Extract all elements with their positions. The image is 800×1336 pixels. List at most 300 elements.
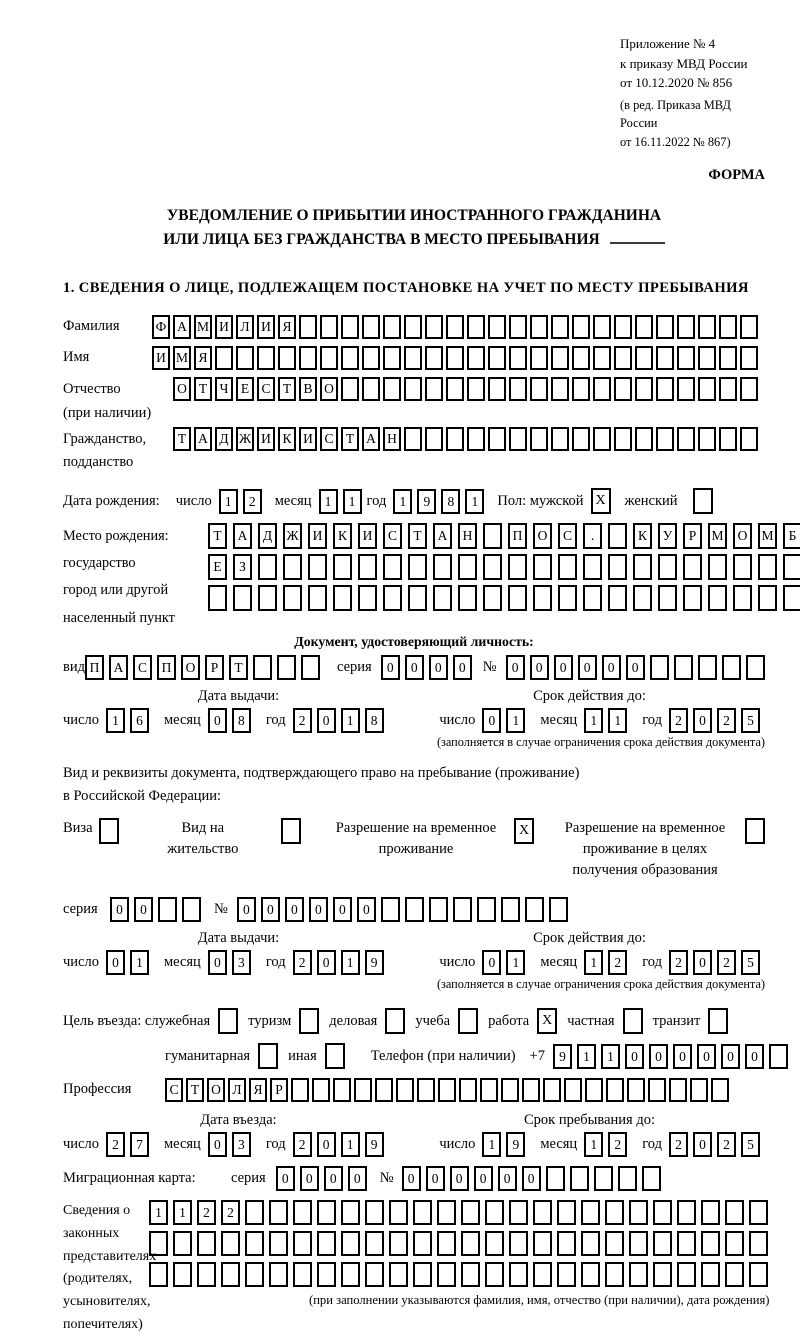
char-cell[interactable]: И — [299, 427, 317, 451]
char-cell[interactable]: Т — [186, 1078, 204, 1102]
char-cell[interactable] — [405, 897, 424, 922]
char-cell[interactable] — [635, 315, 653, 339]
char-cell[interactable] — [701, 1262, 720, 1287]
char-cell[interactable]: Ж — [236, 427, 254, 451]
char-cell[interactable] — [437, 1231, 456, 1256]
char-cell[interactable]: 0 — [381, 655, 400, 680]
char-cell[interactable] — [446, 377, 464, 401]
char-cell[interactable] — [725, 1262, 744, 1287]
char-cell[interactable] — [669, 1078, 687, 1102]
char-cell[interactable]: Е — [236, 377, 254, 401]
char-cell[interactable]: С — [320, 427, 338, 451]
char-cell[interactable] — [480, 1078, 498, 1102]
purpose-business-checkbox[interactable] — [218, 1008, 238, 1034]
char-cell[interactable]: А — [173, 315, 191, 339]
char-cell[interactable]: Т — [278, 377, 296, 401]
purpose-private-checkbox[interactable] — [623, 1008, 643, 1034]
char-cell[interactable]: Е — [208, 554, 227, 580]
char-cell[interactable] — [557, 1231, 576, 1256]
char-cell[interactable]: 2 — [221, 1200, 240, 1225]
char-cell[interactable]: 0 — [317, 1132, 336, 1157]
char-cell[interactable] — [269, 1200, 288, 1225]
char-cell[interactable] — [614, 346, 632, 370]
char-cell[interactable] — [551, 377, 569, 401]
char-cell[interactable] — [533, 1231, 552, 1256]
char-cell[interactable] — [551, 315, 569, 339]
char-cell[interactable] — [149, 1262, 168, 1287]
char-cell[interactable]: К — [278, 427, 296, 451]
char-cell[interactable] — [383, 377, 401, 401]
char-cell[interactable]: 0 — [134, 897, 153, 922]
char-cell[interactable] — [719, 346, 737, 370]
char-cell[interactable] — [733, 585, 752, 611]
char-cell[interactable] — [530, 315, 548, 339]
char-cell[interactable] — [501, 897, 520, 922]
char-cell[interactable]: П — [85, 655, 104, 680]
char-cell[interactable]: 0 — [324, 1166, 343, 1191]
char-cell[interactable]: 1 — [173, 1200, 192, 1225]
char-cell[interactable] — [509, 1262, 528, 1287]
char-cell[interactable] — [583, 554, 602, 580]
char-cell[interactable] — [483, 585, 502, 611]
char-cell[interactable] — [158, 897, 177, 922]
char-cell[interactable]: 0 — [697, 1044, 716, 1069]
char-cell[interactable]: К — [333, 523, 352, 549]
char-cell[interactable] — [408, 554, 427, 580]
char-cell[interactable]: 6 — [130, 708, 149, 733]
char-cell[interactable] — [635, 346, 653, 370]
char-cell[interactable]: 8 — [365, 708, 384, 733]
char-cell[interactable]: 0 — [673, 1044, 692, 1069]
char-cell[interactable] — [208, 585, 227, 611]
char-cell[interactable] — [783, 554, 800, 580]
char-cell[interactable] — [197, 1231, 216, 1256]
char-cell[interactable]: 7 — [130, 1132, 149, 1157]
char-cell[interactable] — [629, 1231, 648, 1256]
char-cell[interactable] — [467, 315, 485, 339]
char-cell[interactable] — [653, 1262, 672, 1287]
char-cell[interactable] — [758, 585, 777, 611]
char-cell[interactable] — [658, 554, 677, 580]
char-cell[interactable] — [483, 523, 502, 549]
char-cell[interactable] — [299, 346, 317, 370]
char-cell[interactable] — [446, 427, 464, 451]
char-cell[interactable] — [509, 427, 527, 451]
char-cell[interactable] — [365, 1231, 384, 1256]
char-cell[interactable]: 0 — [405, 655, 424, 680]
char-cell[interactable] — [341, 377, 359, 401]
char-cell[interactable] — [605, 1200, 624, 1225]
char-cell[interactable] — [221, 1231, 240, 1256]
char-cell[interactable] — [656, 377, 674, 401]
char-cell[interactable] — [425, 315, 443, 339]
char-cell[interactable]: А — [433, 523, 452, 549]
char-cell[interactable] — [635, 377, 653, 401]
char-cell[interactable] — [433, 554, 452, 580]
char-cell[interactable]: О — [207, 1078, 225, 1102]
char-cell[interactable] — [570, 1166, 589, 1191]
char-cell[interactable] — [438, 1078, 456, 1102]
char-cell[interactable]: 0 — [426, 1166, 445, 1191]
char-cell[interactable]: О — [533, 523, 552, 549]
char-cell[interactable]: 0 — [300, 1166, 319, 1191]
char-cell[interactable] — [389, 1200, 408, 1225]
char-cell[interactable]: 2 — [717, 708, 736, 733]
char-cell[interactable] — [501, 1078, 519, 1102]
char-cell[interactable]: 2 — [293, 1132, 312, 1157]
purpose-commercial-checkbox[interactable] — [385, 1008, 405, 1034]
char-cell[interactable] — [488, 346, 506, 370]
char-cell[interactable] — [341, 1200, 360, 1225]
char-cell[interactable]: 0 — [276, 1166, 295, 1191]
char-cell[interactable] — [583, 585, 602, 611]
char-cell[interactable]: Д — [258, 523, 277, 549]
char-cell[interactable] — [277, 655, 296, 680]
char-cell[interactable] — [293, 1231, 312, 1256]
char-cell[interactable] — [383, 585, 402, 611]
char-cell[interactable]: 0 — [357, 897, 376, 922]
char-cell[interactable]: О — [181, 655, 200, 680]
char-cell[interactable]: 0 — [110, 897, 129, 922]
char-cell[interactable] — [375, 1078, 393, 1102]
char-cell[interactable] — [594, 1166, 613, 1191]
char-cell[interactable] — [701, 1231, 720, 1256]
char-cell[interactable] — [508, 554, 527, 580]
char-cell[interactable] — [509, 1231, 528, 1256]
char-cell[interactable] — [698, 427, 716, 451]
char-cell[interactable]: С — [257, 377, 275, 401]
char-cell[interactable] — [389, 1262, 408, 1287]
char-cell[interactable] — [461, 1200, 480, 1225]
char-cell[interactable] — [633, 554, 652, 580]
char-cell[interactable] — [558, 585, 577, 611]
char-cell[interactable] — [564, 1078, 582, 1102]
char-cell[interactable] — [677, 377, 695, 401]
char-cell[interactable]: 9 — [365, 1132, 384, 1157]
char-cell[interactable] — [677, 1262, 696, 1287]
char-cell[interactable] — [173, 1262, 192, 1287]
char-cell[interactable]: 9 — [417, 489, 436, 514]
char-cell[interactable]: Ч — [215, 377, 233, 401]
char-cell[interactable]: 0 — [309, 897, 328, 922]
purpose-tourism-checkbox[interactable] — [299, 1008, 319, 1034]
char-cell[interactable] — [749, 1231, 768, 1256]
char-cell[interactable] — [581, 1262, 600, 1287]
char-cell[interactable]: 0 — [429, 655, 448, 680]
char-cell[interactable]: 2 — [197, 1200, 216, 1225]
char-cell[interactable] — [293, 1262, 312, 1287]
char-cell[interactable] — [614, 315, 632, 339]
char-cell[interactable]: 2 — [293, 708, 312, 733]
char-cell[interactable] — [365, 1200, 384, 1225]
char-cell[interactable] — [606, 1078, 624, 1102]
char-cell[interactable] — [585, 1078, 603, 1102]
char-cell[interactable] — [467, 346, 485, 370]
char-cell[interactable] — [396, 1078, 414, 1102]
char-cell[interactable] — [533, 554, 552, 580]
char-cell[interactable]: 0 — [106, 950, 125, 975]
char-cell[interactable]: А — [233, 523, 252, 549]
purpose-humanitarian-checkbox[interactable] — [258, 1043, 278, 1069]
char-cell[interactable]: 0 — [402, 1166, 421, 1191]
char-cell[interactable] — [581, 1200, 600, 1225]
char-cell[interactable] — [572, 427, 590, 451]
char-cell[interactable] — [690, 1078, 708, 1102]
char-cell[interactable]: 0 — [625, 1044, 644, 1069]
char-cell[interactable] — [417, 1078, 435, 1102]
char-cell[interactable]: 0 — [208, 950, 227, 975]
char-cell[interactable] — [425, 427, 443, 451]
char-cell[interactable] — [677, 1231, 696, 1256]
char-cell[interactable] — [293, 1200, 312, 1225]
char-cell[interactable]: Н — [383, 427, 401, 451]
char-cell[interactable]: 0 — [208, 708, 227, 733]
char-cell[interactable] — [283, 585, 302, 611]
char-cell[interactable] — [558, 554, 577, 580]
char-cell[interactable] — [341, 1231, 360, 1256]
char-cell[interactable] — [740, 427, 758, 451]
char-cell[interactable] — [711, 1078, 729, 1102]
char-cell[interactable]: С — [558, 523, 577, 549]
char-cell[interactable] — [581, 1231, 600, 1256]
char-cell[interactable]: 1 — [465, 489, 484, 514]
char-cell[interactable] — [253, 655, 272, 680]
char-cell[interactable] — [543, 1078, 561, 1102]
char-cell[interactable]: 8 — [232, 708, 251, 733]
char-cell[interactable]: 1 — [130, 950, 149, 975]
char-cell[interactable]: 0 — [578, 655, 597, 680]
char-cell[interactable] — [746, 655, 765, 680]
char-cell[interactable]: 2 — [717, 950, 736, 975]
char-cell[interactable] — [629, 1200, 648, 1225]
char-cell[interactable] — [383, 554, 402, 580]
char-cell[interactable]: 0 — [745, 1044, 764, 1069]
char-cell[interactable]: . — [583, 523, 602, 549]
char-cell[interactable]: 0 — [554, 655, 573, 680]
char-cell[interactable]: К — [633, 523, 652, 549]
char-cell[interactable] — [485, 1231, 504, 1256]
char-cell[interactable] — [708, 554, 727, 580]
char-cell[interactable] — [509, 377, 527, 401]
char-cell[interactable] — [593, 346, 611, 370]
char-cell[interactable] — [429, 897, 448, 922]
char-cell[interactable] — [453, 897, 472, 922]
char-cell[interactable]: 0 — [261, 897, 280, 922]
char-cell[interactable]: 0 — [317, 708, 336, 733]
char-cell[interactable]: Н — [458, 523, 477, 549]
char-cell[interactable] — [404, 315, 422, 339]
char-cell[interactable]: С — [165, 1078, 183, 1102]
char-cell[interactable]: Т — [208, 523, 227, 549]
char-cell[interactable] — [173, 1231, 192, 1256]
char-cell[interactable] — [708, 585, 727, 611]
char-cell[interactable] — [658, 585, 677, 611]
char-cell[interactable] — [488, 377, 506, 401]
char-cell[interactable] — [677, 1200, 696, 1225]
char-cell[interactable] — [197, 1262, 216, 1287]
char-cell[interactable] — [530, 377, 548, 401]
char-cell[interactable]: 0 — [482, 950, 501, 975]
char-cell[interactable]: 0 — [626, 655, 645, 680]
char-cell[interactable]: 1 — [584, 1132, 603, 1157]
char-cell[interactable] — [656, 427, 674, 451]
char-cell[interactable]: 1 — [149, 1200, 168, 1225]
char-cell[interactable]: Т — [173, 427, 191, 451]
char-cell[interactable] — [509, 315, 527, 339]
char-cell[interactable] — [614, 427, 632, 451]
char-cell[interactable] — [182, 897, 201, 922]
char-cell[interactable] — [551, 346, 569, 370]
char-cell[interactable]: 8 — [441, 489, 460, 514]
char-cell[interactable] — [408, 585, 427, 611]
char-cell[interactable] — [269, 1231, 288, 1256]
char-cell[interactable]: 0 — [693, 950, 712, 975]
char-cell[interactable] — [341, 1262, 360, 1287]
char-cell[interactable]: 0 — [721, 1044, 740, 1069]
char-cell[interactable]: 0 — [208, 1132, 227, 1157]
char-cell[interactable]: 5 — [741, 708, 760, 733]
char-cell[interactable]: Т — [408, 523, 427, 549]
char-cell[interactable] — [635, 427, 653, 451]
char-cell[interactable] — [425, 346, 443, 370]
sex-female-checkbox[interactable] — [693, 488, 713, 514]
char-cell[interactable]: И — [308, 523, 327, 549]
char-cell[interactable] — [362, 315, 380, 339]
char-cell[interactable]: 0 — [530, 655, 549, 680]
char-cell[interactable] — [653, 1231, 672, 1256]
purpose-other-checkbox[interactable] — [325, 1043, 345, 1069]
char-cell[interactable]: 0 — [693, 1132, 712, 1157]
char-cell[interactable] — [317, 1262, 336, 1287]
char-cell[interactable]: И — [257, 427, 275, 451]
char-cell[interactable]: 2 — [717, 1132, 736, 1157]
char-cell[interactable] — [333, 554, 352, 580]
char-cell[interactable]: 9 — [365, 950, 384, 975]
char-cell[interactable]: 0 — [317, 950, 336, 975]
char-cell[interactable]: 0 — [506, 655, 525, 680]
char-cell[interactable] — [485, 1200, 504, 1225]
char-cell[interactable]: И — [358, 523, 377, 549]
char-cell[interactable]: 5 — [741, 1132, 760, 1157]
char-cell[interactable]: 0 — [450, 1166, 469, 1191]
char-cell[interactable]: 1 — [584, 708, 603, 733]
char-cell[interactable] — [488, 427, 506, 451]
char-cell[interactable] — [437, 1200, 456, 1225]
temp-residence-checkbox[interactable]: X — [514, 818, 534, 844]
char-cell[interactable] — [461, 1231, 480, 1256]
char-cell[interactable]: 9 — [506, 1132, 525, 1157]
char-cell[interactable]: 2 — [293, 950, 312, 975]
char-cell[interactable]: 0 — [522, 1166, 541, 1191]
char-cell[interactable] — [458, 585, 477, 611]
char-cell[interactable]: Я — [194, 346, 212, 370]
char-cell[interactable] — [608, 523, 627, 549]
char-cell[interactable]: 1 — [577, 1044, 596, 1069]
char-cell[interactable] — [608, 554, 627, 580]
char-cell[interactable]: И — [215, 315, 233, 339]
char-cell[interactable] — [593, 377, 611, 401]
char-cell[interactable] — [725, 1231, 744, 1256]
char-cell[interactable]: Р — [683, 523, 702, 549]
char-cell[interactable] — [656, 315, 674, 339]
char-cell[interactable] — [461, 1262, 480, 1287]
char-cell[interactable] — [701, 1200, 720, 1225]
char-cell[interactable] — [769, 1044, 788, 1069]
char-cell[interactable]: 1 — [219, 489, 238, 514]
char-cell[interactable]: Т — [194, 377, 212, 401]
char-cell[interactable] — [608, 585, 627, 611]
char-cell[interactable] — [549, 897, 568, 922]
char-cell[interactable] — [362, 346, 380, 370]
char-cell[interactable] — [572, 315, 590, 339]
char-cell[interactable] — [605, 1231, 624, 1256]
char-cell[interactable] — [698, 346, 716, 370]
char-cell[interactable] — [477, 897, 496, 922]
char-cell[interactable]: А — [194, 427, 212, 451]
char-cell[interactable]: П — [508, 523, 527, 549]
char-cell[interactable] — [740, 315, 758, 339]
char-cell[interactable]: С — [383, 523, 402, 549]
char-cell[interactable] — [719, 377, 737, 401]
char-cell[interactable] — [509, 346, 527, 370]
char-cell[interactable] — [358, 554, 377, 580]
char-cell[interactable]: М — [708, 523, 727, 549]
char-cell[interactable]: М — [758, 523, 777, 549]
char-cell[interactable] — [404, 346, 422, 370]
char-cell[interactable] — [308, 585, 327, 611]
char-cell[interactable] — [683, 554, 702, 580]
char-cell[interactable] — [530, 346, 548, 370]
char-cell[interactable] — [614, 377, 632, 401]
char-cell[interactable] — [404, 427, 422, 451]
char-cell[interactable] — [446, 346, 464, 370]
char-cell[interactable] — [677, 427, 695, 451]
char-cell[interactable] — [488, 315, 506, 339]
char-cell[interactable] — [257, 346, 275, 370]
char-cell[interactable] — [749, 1200, 768, 1225]
char-cell[interactable] — [245, 1262, 264, 1287]
char-cell[interactable] — [383, 346, 401, 370]
char-cell[interactable] — [557, 1200, 576, 1225]
char-cell[interactable]: А — [109, 655, 128, 680]
char-cell[interactable] — [236, 346, 254, 370]
char-cell[interactable] — [389, 1231, 408, 1256]
char-cell[interactable]: Б — [783, 523, 800, 549]
char-cell[interactable]: 0 — [649, 1044, 668, 1069]
char-cell[interactable] — [459, 1078, 477, 1102]
char-cell[interactable] — [149, 1231, 168, 1256]
char-cell[interactable]: Л — [236, 315, 254, 339]
char-cell[interactable]: 1 — [608, 708, 627, 733]
char-cell[interactable] — [722, 655, 741, 680]
char-cell[interactable] — [413, 1200, 432, 1225]
char-cell[interactable] — [525, 897, 544, 922]
char-cell[interactable] — [485, 1262, 504, 1287]
char-cell[interactable] — [433, 585, 452, 611]
char-cell[interactable]: Я — [278, 315, 296, 339]
char-cell[interactable]: 3 — [232, 950, 251, 975]
char-cell[interactable] — [221, 1262, 240, 1287]
char-cell[interactable] — [413, 1231, 432, 1256]
char-cell[interactable] — [653, 1200, 672, 1225]
char-cell[interactable] — [381, 897, 400, 922]
char-cell[interactable]: 2 — [669, 950, 688, 975]
char-cell[interactable]: 0 — [333, 897, 352, 922]
char-cell[interactable]: 0 — [453, 655, 472, 680]
residence-permit-checkbox[interactable] — [281, 818, 301, 844]
char-cell[interactable] — [404, 377, 422, 401]
char-cell[interactable] — [605, 1262, 624, 1287]
